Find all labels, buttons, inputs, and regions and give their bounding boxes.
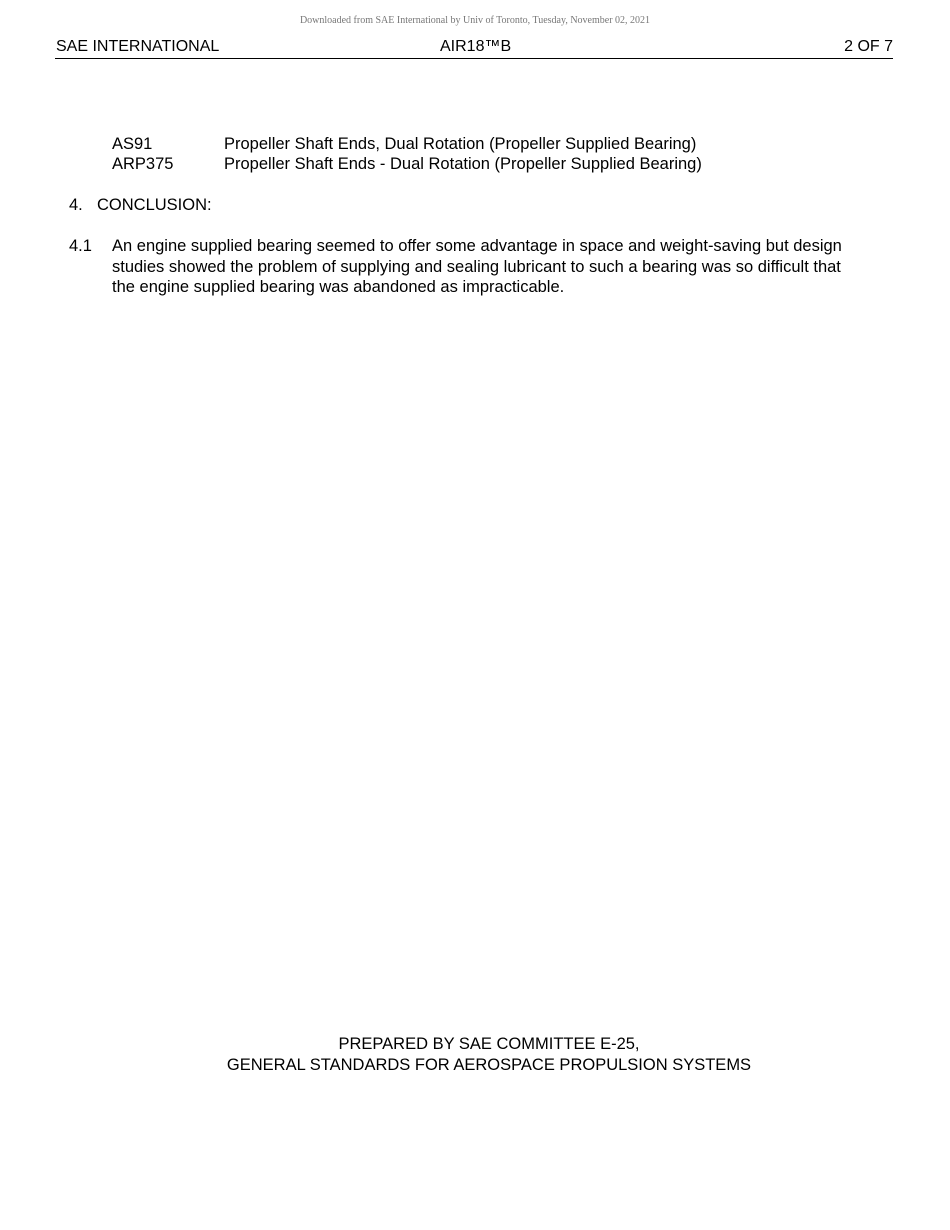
paragraph-line: An engine supplied bearing seemed to offer some advantage in space and weight-saving but design xyxy=(112,237,842,255)
section-number: 4. xyxy=(69,196,83,214)
header-page-number: 2 OF 7 xyxy=(844,38,893,55)
paragraph-line: the engine supplied bearing was abandoned as impracticable. xyxy=(112,278,565,296)
footer-line-2: GENERAL STANDARDS FOR AEROSPACE PROPULSION SYSTEMS xyxy=(226,1055,752,1074)
paragraph-text xyxy=(112,236,872,298)
reference-code: AS91 xyxy=(112,135,153,153)
reference-row xyxy=(112,154,702,174)
paragraph-number: 4.1 xyxy=(69,237,92,255)
committee-footer xyxy=(0,1034,950,1075)
reference-title: Propeller Shaft Ends - Dual Rotation (Propeller Supplied Bearing) xyxy=(224,155,702,173)
footer-line-1: PREPARED BY SAE COMMITTEE E-25, xyxy=(338,1035,640,1053)
section-heading xyxy=(69,196,212,215)
reference-row xyxy=(112,134,702,154)
page-header xyxy=(55,38,893,59)
download-watermark: Downloaded from SAE International by Univ of Toronto, Tuesday, November 02, 2021 xyxy=(299,15,651,26)
reference-list xyxy=(112,134,702,174)
header-document-number: AIR18™B xyxy=(440,38,512,55)
reference-title: Propeller Shaft Ends, Dual Rotation (Propeller Supplied Bearing) xyxy=(224,135,697,153)
section-title: CONCLUSION: xyxy=(97,196,212,214)
paragraph-line: studies showed the problem of supplying and sealing lubricant to such a bearing was so difficult that xyxy=(112,257,841,276)
header-organization: SAE INTERNATIONAL xyxy=(56,38,220,55)
reference-code: ARP375 xyxy=(112,155,174,173)
